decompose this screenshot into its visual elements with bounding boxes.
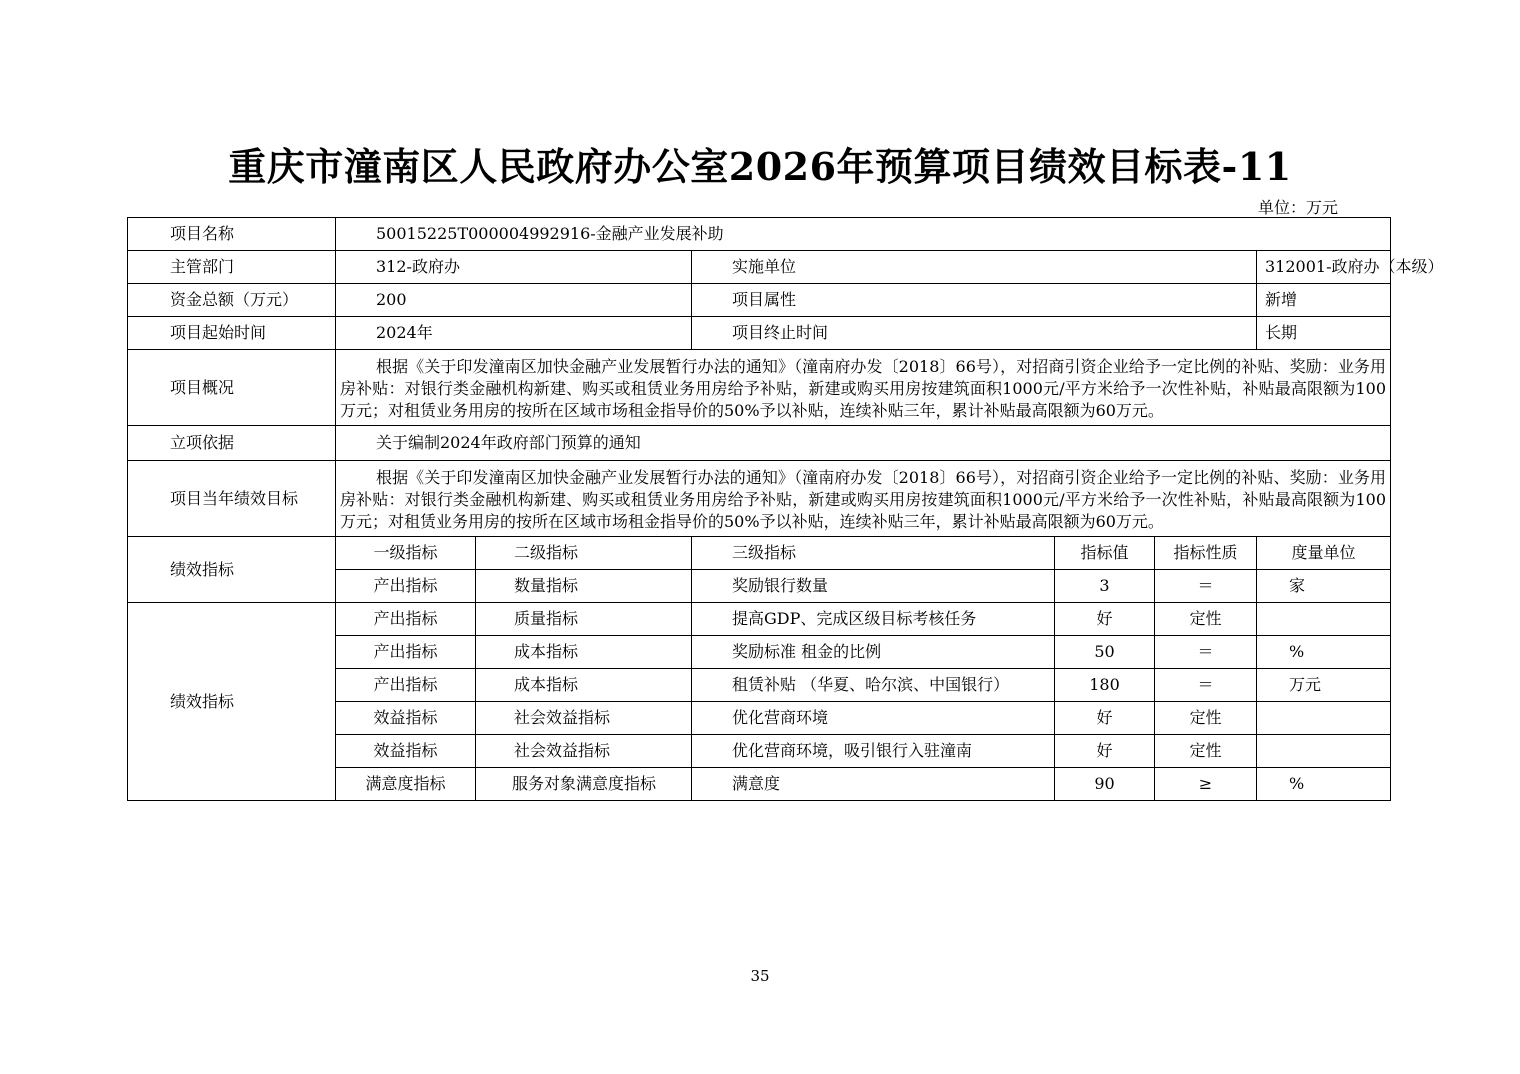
start-value: 2024年	[336, 317, 692, 350]
row-l2: 质量指标	[476, 603, 692, 636]
total-funds-label: 资金总额（万元）	[128, 284, 336, 317]
row-l1: 满意度指标	[336, 768, 476, 801]
overview-label: 项目概况	[128, 350, 336, 426]
row-value: 好	[1055, 735, 1155, 768]
row-unit	[1257, 603, 1391, 636]
goal-label: 项目当年绩效目标	[128, 461, 336, 537]
row-l1: 产出指标	[336, 570, 476, 603]
end-label: 项目终止时间	[692, 317, 1257, 350]
row-l3: 奖励银行数量	[692, 570, 1055, 603]
row-l2: 服务对象满意度指标	[476, 768, 692, 801]
row-unit: 家	[1257, 570, 1391, 603]
goal-text: 根据《关于印发潼南区加快金融产业发展暂行办法的通知》（潼南府办发〔2018〕66号），对招商引资企业给予一定比例的补贴、奖励：业务用房补贴：对银行类金融机构新建、购买或租赁业务用房给予补贴，新建或购买用房按建筑面积1000元/平方米给予一次性补贴，补贴最高限额为100万元；对租赁业务用房的按所在区域市场租金指导价的50%予以补贴，连续补贴三年，累计补贴最高限额为60万元。	[340, 468, 1386, 531]
row-l3: 提高GDP、完成区级目标考核任务	[692, 603, 1055, 636]
row-value: 好	[1055, 702, 1155, 735]
end-value: 长期	[1257, 317, 1391, 350]
indicator-section-label-2: 绩效指标	[128, 603, 336, 801]
row-nature: ≥	[1155, 768, 1257, 801]
performance-target-table	[127, 217, 1444, 801]
row-l3: 奖励标准 租金的比例	[692, 636, 1055, 669]
header-value: 指标值	[1055, 537, 1155, 570]
row-nature: 定性	[1155, 735, 1257, 768]
basis-value: 关于编制2024年政府部门预算的通知	[336, 426, 1391, 461]
row-total-funds	[128, 284, 1391, 317]
row-l3: 优化营商环境	[692, 702, 1055, 735]
basis-label: 立项依据	[128, 426, 336, 461]
dept-value: 312-政府办	[336, 251, 692, 284]
row-l3: 优化营商环境，吸引银行入驻潼南	[692, 735, 1055, 768]
row-l1: 产出指标	[336, 669, 476, 702]
attr-value: 新增	[1257, 284, 1391, 317]
row-l1: 产出指标	[336, 603, 476, 636]
dept-label: 主管部门	[128, 251, 336, 284]
row-value: 180	[1055, 669, 1155, 702]
row-period	[128, 317, 1391, 350]
table-row	[128, 603, 1391, 636]
total-funds-value: 200	[336, 284, 692, 317]
page-number: 35	[750, 967, 770, 985]
row-basis	[128, 426, 1391, 461]
row-unit	[1257, 702, 1391, 735]
row-nature: ＝	[1155, 636, 1257, 669]
row-department	[128, 251, 1391, 284]
impl-unit-label: 实施单位	[692, 251, 1257, 284]
row-l3: 租赁补贴 （华夏、哈尔滨、中国银行）	[692, 669, 1055, 702]
document-title: 重庆市潼南区人民政府办公室2026年预算项目绩效目标表-11	[228, 144, 1292, 189]
indicator-header-row	[128, 537, 1391, 570]
row-unit: %	[1257, 636, 1391, 669]
row-unit: 万元	[1257, 669, 1391, 702]
header-l3: 三级指标	[692, 537, 1055, 570]
row-l3: 满意度	[692, 768, 1055, 801]
unit-note: 单位：万元	[1258, 198, 1339, 217]
row-l1: 效益指标	[336, 735, 476, 768]
row-nature: 定性	[1155, 603, 1257, 636]
header-l2: 二级指标	[476, 537, 692, 570]
indicator-section-label: 绩效指标	[128, 537, 336, 603]
row-value: 90	[1055, 768, 1155, 801]
row-l1: 效益指标	[336, 702, 476, 735]
overview-text: 根据《关于印发潼南区加快金融产业发展暂行办法的通知》（潼南府办发〔2018〕66号），对招商引资企业给予一定比例的补贴、奖励：业务用房补贴：对银行类金融机构新建、购买或租赁业务用房给予补贴，新建或购买用房按建筑面积1000元/平方米给予一次性补贴，补贴最高限额为100万元；对租赁业务用房的按所在区域市场租金指导价的50%予以补贴，连续补贴三年，累计补贴最高限额为60万元。	[340, 357, 1386, 420]
attr-label: 项目属性	[692, 284, 1257, 317]
row-nature: 定性	[1155, 702, 1257, 735]
header-nature: 指标性质	[1155, 537, 1257, 570]
row-l2: 成本指标	[476, 636, 692, 669]
row-l2: 数量指标	[476, 570, 692, 603]
row-l1: 产出指标	[336, 636, 476, 669]
row-l2: 社会效益指标	[476, 702, 692, 735]
row-unit: %	[1257, 768, 1391, 801]
row-value: 50	[1055, 636, 1155, 669]
start-label: 项目起始时间	[128, 317, 336, 350]
row-nature: ＝	[1155, 570, 1257, 603]
row-overview	[128, 350, 1391, 426]
project-name-label: 项目名称	[128, 218, 336, 251]
header-l1: 一级指标	[336, 537, 476, 570]
impl-unit-value: 312001-政府办（本级）	[1257, 251, 1391, 284]
row-nature: ＝	[1155, 669, 1257, 702]
row-value: 3	[1055, 570, 1155, 603]
project-name-value: 50015225T000004992916-金融产业发展补助	[336, 218, 1391, 251]
row-project-name	[128, 218, 1391, 251]
row-goal	[128, 461, 1391, 537]
row-l2: 成本指标	[476, 669, 692, 702]
header-unit: 度量单位	[1257, 537, 1391, 570]
row-value: 好	[1055, 603, 1155, 636]
row-unit	[1257, 735, 1391, 768]
row-l2: 社会效益指标	[476, 735, 692, 768]
